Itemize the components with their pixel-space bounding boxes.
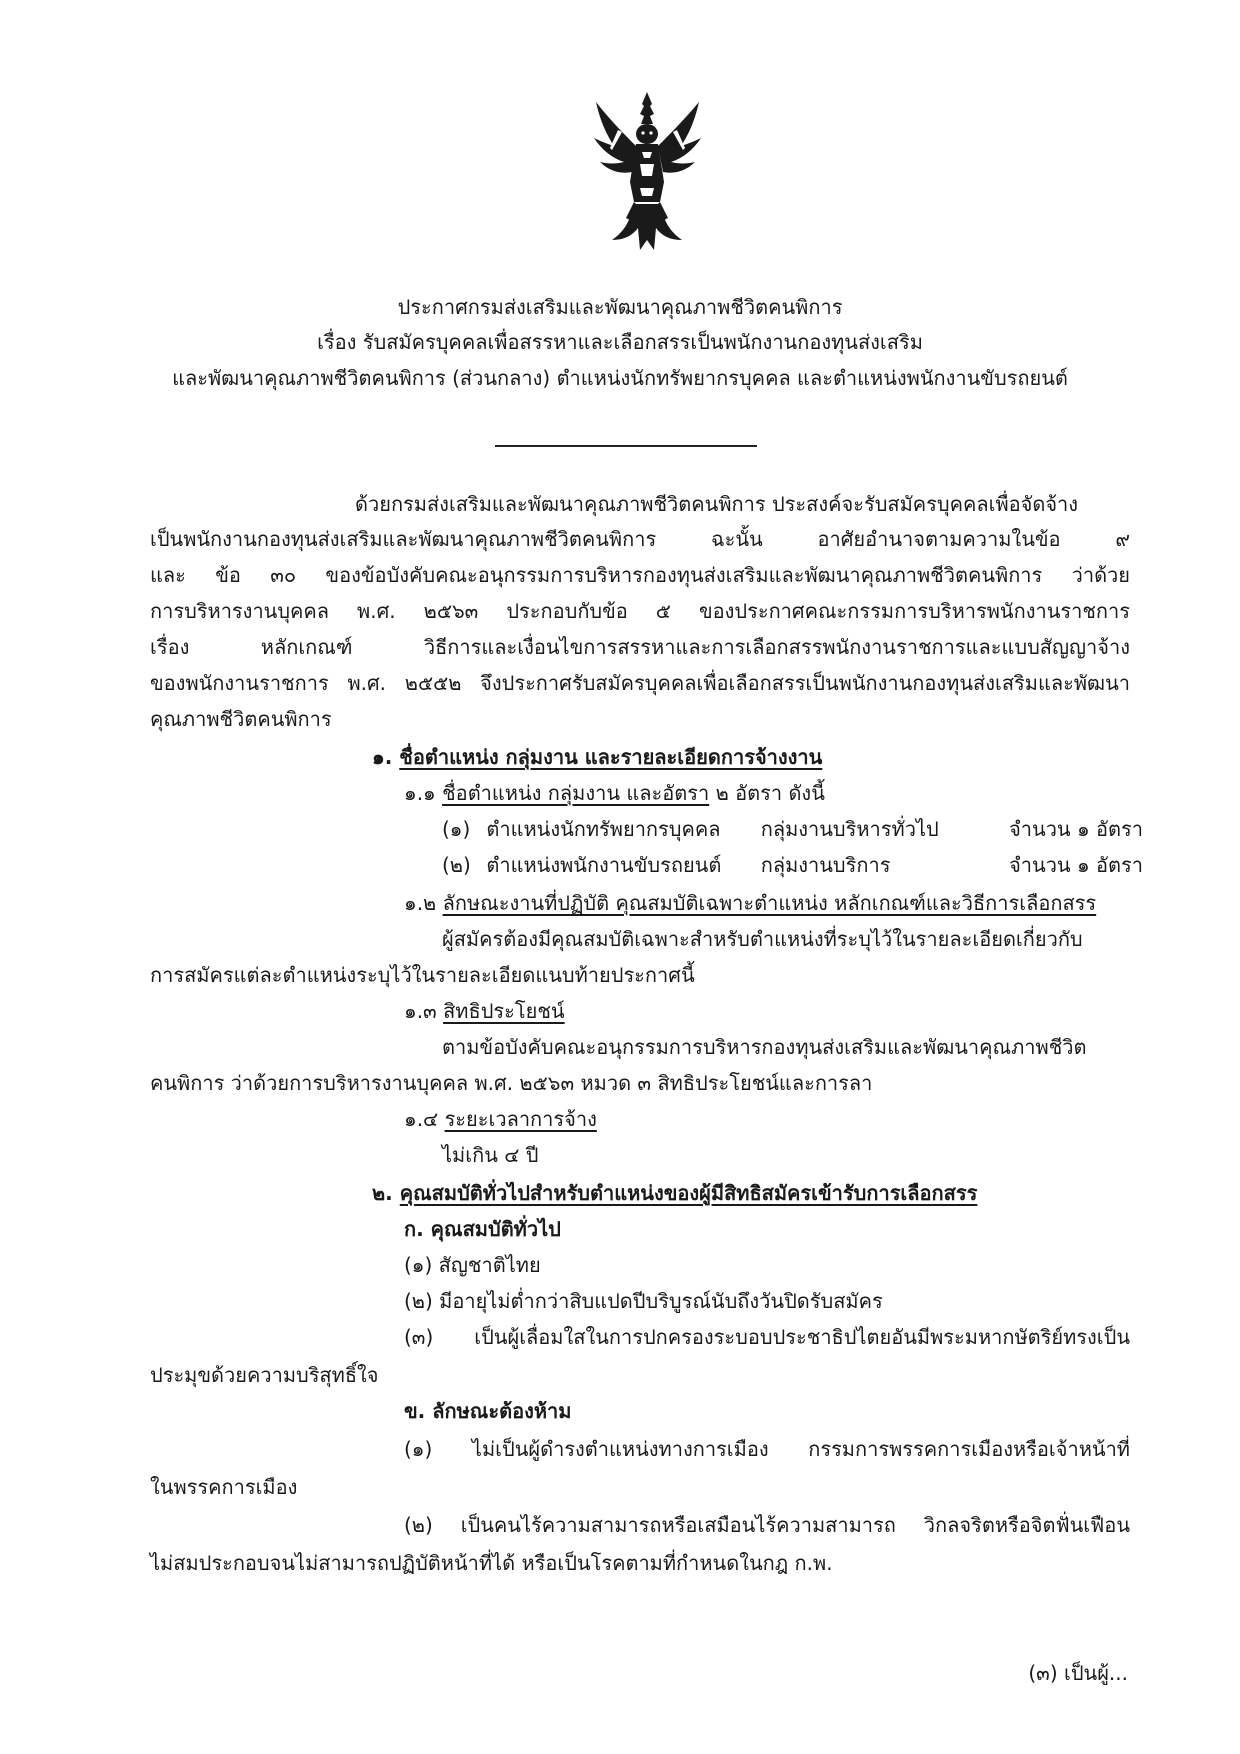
position-number: (๒) [442,853,471,877]
title-divider [495,445,757,447]
subsection-title: ชื่อตำแหน่ง กลุ่มงาน และอัตรา [442,781,710,805]
announcement-subject-continued: และพัฒนาคุณภาพชีวิตคนพิการ (ส่วนกลาง) ตำแหน่งนักทรัพยากรบุคคล และตำแหน่งพนักงานขับรถยนต์ [172,366,1068,390]
intro-line: และ ข้อ ๓๐ ของข้อบังคับคณะอนุกรรมการบริหารกองทุนส่งเสริมและพัฒนาคุณภาพชีวิตคนพิการ ว่าด้วย [150,563,1130,587]
intro-line: คุณภาพชีวิตคนพิการ [150,707,332,731]
subsection-number: ๑.๒ [404,891,437,915]
list-item: (๒) เป็นคนไร้ความสามารถหรือเสมือนไร้ความสามารถ วิกลจริตหรือจิตฟั่นเฟือน [404,1513,1130,1537]
subsection-number: ๑.๔ [404,1107,439,1131]
subsection-1-4-heading [404,1105,597,1133]
list-item: (๓) เป็นผู้เลื่อมใสในการปกครองระบอบประชาธิปไตยอันมีพระมหากษัตริย์ทรงเป็น [404,1325,1130,1349]
subsection-1-1-heading [404,779,825,807]
position-number: (๑) [442,817,471,841]
paragraph-line: ไม่เกิน ๔ ปี [442,1143,539,1167]
position-name: ตำแหน่งนักทรัพยากรบุคคล [486,817,721,841]
position-row [442,851,1142,879]
list-item-continued: ในพรรคการเมือง [150,1475,298,1499]
section-title: ชื่อตำแหน่ง กลุ่มงาน และรายละเอียดการจ้างงาน [399,745,823,769]
section-number: ๑. [372,745,393,769]
intro-line: ของพนักงานราชการ พ.ศ. ๒๕๕๒ จึงประกาศรับสมัครบุคคลเพื่อเลือกสรรเป็นพนักงานกองทุนส่งเสริมและพัฒนา [150,671,1130,695]
subsection-number: ๑.๓ [404,999,437,1023]
subsection-title: ลักษณะงานที่ปฏิบัติ คุณสมบัติเฉพาะตำแหน่ง หลักเกณฑ์และวิธีการเลือกสรร [442,891,1097,915]
intro-line: ด้วยกรมส่งเสริมและพัฒนาคุณภาพชีวิตคนพิการ ประสงค์จะรับสมัครบุคคลเพื่อจัดจ้าง [355,492,1079,516]
section-1-heading [372,743,822,771]
general-qualifications-heading: ก. คุณสมบัติทั่วไป [404,1217,561,1241]
list-item-continued: ไม่สมประกอบจนไม่สามารถปฏิบัติหน้าที่ได้ หรือเป็นโรคตามที่กำหนดในกฎ ก.พ. [150,1551,833,1575]
position-count: จำนวน ๑ อัตรา [1009,853,1143,877]
intro-line: เป็นพนักงานกองทุนส่งเสริมและพัฒนาคุณภาพชีวิตคนพิการ ฉะนั้น อาศัยอำนาจตามความในข้อ ๙ [150,527,1130,551]
subsection-1-3-heading [404,997,565,1025]
intro-line: เรื่อง หลักเกณฑ์ วิธีการและเงื่อนไขการสรรหาและการเลือกสรรพนักงานราชการและแบบสัญญาจ้าง [150,635,1130,659]
page-continuation: (๓) เป็นผู้... [1028,1661,1128,1685]
section-2-heading [372,1179,977,1207]
subsection-title: สิทธิประโยชน์ [443,999,565,1023]
paragraph-line: คนพิการ ว่าด้วยการบริหารงานบุคคล พ.ศ. ๒๕๖๓ หมวด ๓ สิทธิประโยชน์และการลา [150,1071,873,1095]
paragraph-line: ตามข้อบังคับคณะอนุกรรมการบริหารกองทุนส่งเสริมและพัฒนาคุณภาพชีวิต [442,1035,1087,1059]
announcement-subject: เรื่อง รับสมัครบุคคลเพื่อสรรหาและเลือกสรรเป็นพนักงานกองทุนส่งเสริม [317,330,923,354]
subsection-number: ๑.๑ [404,781,436,805]
position-count: จำนวน ๑ อัตรา [1009,817,1143,841]
subsection-rest: ๒ อัตรา ดังนี้ [709,781,825,805]
garuda-emblem-icon [590,90,705,255]
paragraph-line: ผู้สมัครต้องมีคุณสมบัติเฉพาะสำหรับตำแหน่งที่ระบุไว้ในรายละเอียดเกี่ยวกับ [442,927,1083,951]
list-item: (๑) สัญชาติไทย [404,1253,541,1277]
list-item-continued: ประมุขด้วยความบริสุทธิ์ใจ [150,1363,379,1387]
subsection-1-2-heading [404,889,1096,917]
position-group: กลุ่มงานบริการ [760,853,891,877]
paragraph-line: การสมัครแต่ละตำแหน่งระบุไว้ในรายละเอียดแนบท้ายประกาศนี้ [150,963,695,987]
section-title: คุณสมบัติทั่วไปสำหรับตำแหน่งของผู้มีสิทธิสมัครเข้ารับการเลือกสรร [399,1181,978,1205]
position-group: กลุ่มงานบริหารทั่วไป [760,817,939,841]
subsection-title: ระยะเวลาการจ้าง [444,1107,597,1131]
list-item: (๑) ไม่เป็นผู้ดำรงตำแหน่งทางการเมือง กรรมการพรรคการเมืองหรือเจ้าหน้าที่ [404,1437,1130,1461]
section-number: ๒. [372,1181,393,1205]
position-row [442,815,1142,843]
announcement-title: ประกาศกรมส่งเสริมและพัฒนาคุณภาพชีวิตคนพิการ [397,295,843,319]
position-name: ตำแหน่งพนักงานขับรถยนต์ [486,853,722,877]
list-item: (๒) มีอายุไม่ต่ำกว่าสิบแปดปีบริบูรณ์นับถึงวันปิดรับสมัคร [404,1289,883,1313]
intro-line: การบริหารงานบุคคล พ.ศ. ๒๕๖๓ ประกอบกับข้อ ๕ ของประกาศคณะกรรมการบริหารพนักงานราชการ [150,599,1130,623]
prohibitions-heading: ข. ลักษณะต้องห้าม [404,1399,572,1423]
